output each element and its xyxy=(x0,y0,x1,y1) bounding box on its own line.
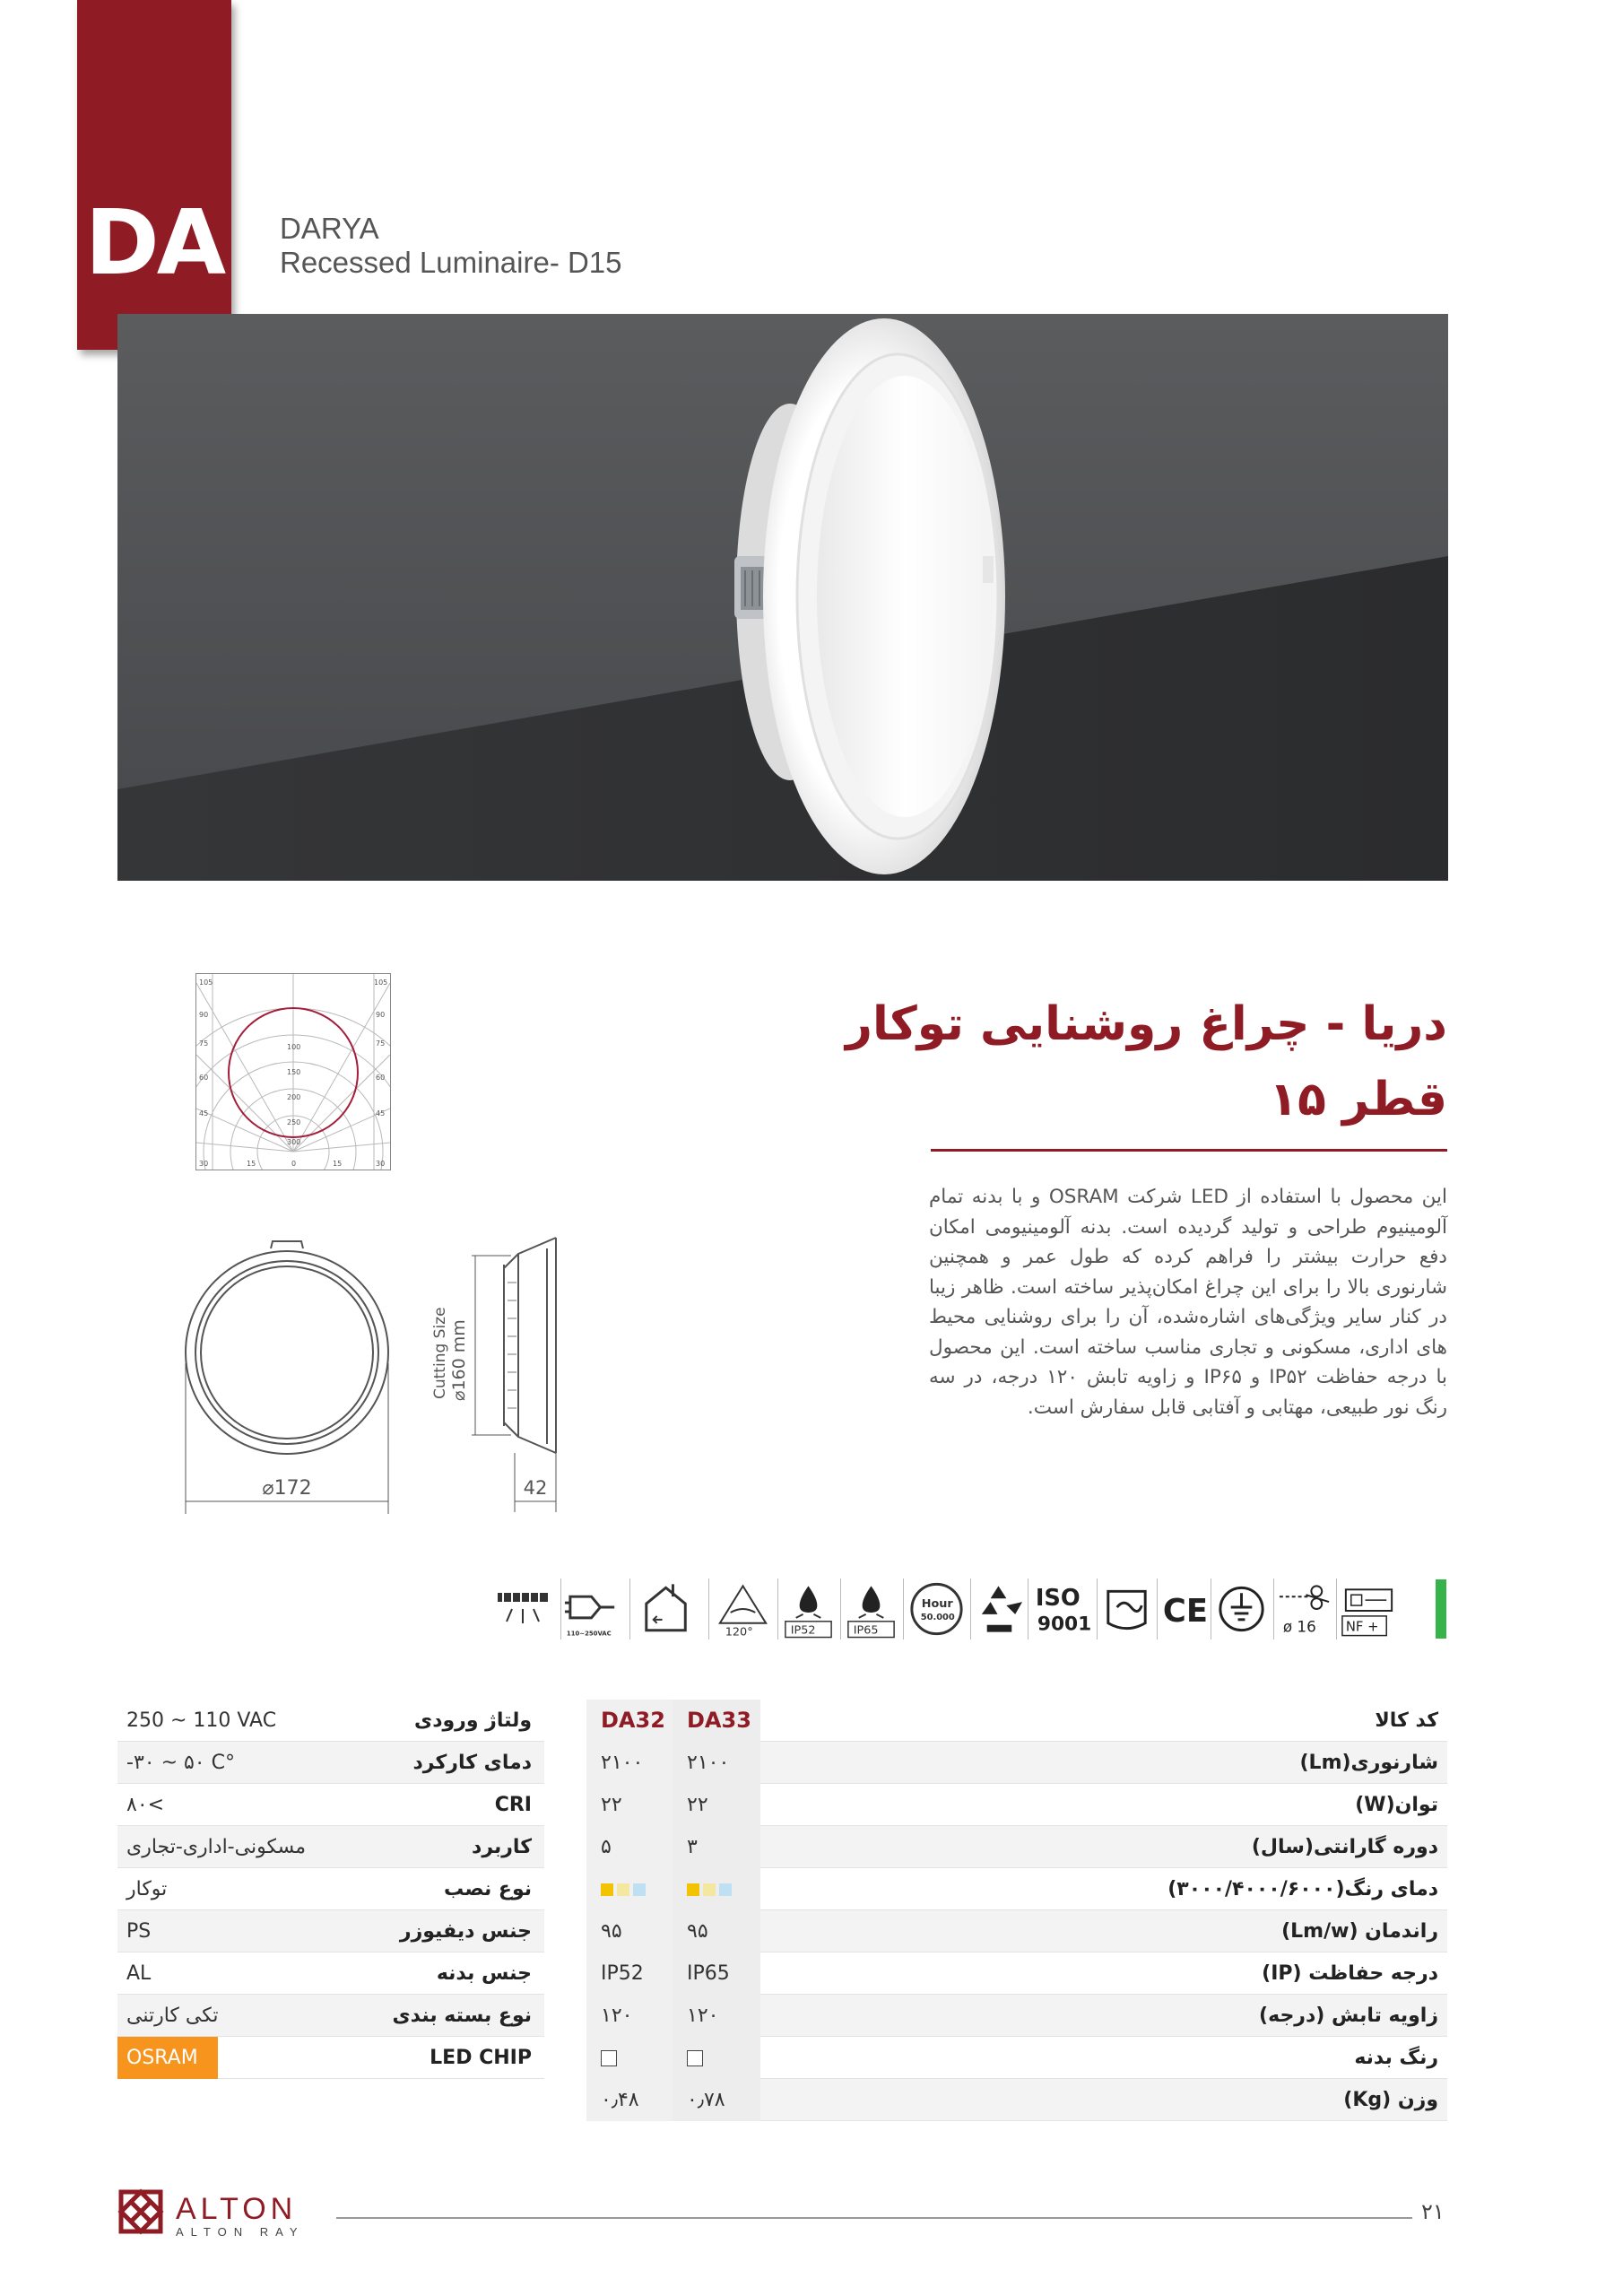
model-specs-table xyxy=(586,1700,1447,2121)
model-value-da33: ۲۱۰۰ xyxy=(687,1752,730,1774)
diameter-label: ⌀172 xyxy=(262,1477,312,1500)
polar-bottom-label: 0 xyxy=(291,1160,297,1168)
polar-right-label: 30 xyxy=(376,1160,386,1168)
logo-wordmark: ALTON xyxy=(176,2192,298,2226)
hero-product-photo xyxy=(117,314,1448,881)
plug-voltage-icon xyxy=(560,1578,629,1639)
footer-divider xyxy=(336,2217,1412,2219)
ce-mark-icon xyxy=(1157,1578,1209,1639)
color-temp-warm-swatch xyxy=(601,1883,613,1896)
model-spec-label: توان(W) xyxy=(1355,1794,1438,1816)
spec-label: کاربرد xyxy=(472,1836,532,1858)
polar-right-label: 60 xyxy=(376,1074,386,1082)
product-name: DARYA xyxy=(280,212,379,245)
feature-icons-row xyxy=(489,1578,1450,1639)
irsi-standard-icon xyxy=(1097,1578,1156,1639)
spec-row xyxy=(117,1995,544,2037)
iso-label: ISO xyxy=(1035,1585,1081,1613)
spec-value: OSRAM xyxy=(117,2037,218,2079)
model-spec-label: وزن (Kg) xyxy=(1343,2089,1438,2111)
voltage-label: 110~250VAC xyxy=(566,1630,612,1638)
model-spec-row xyxy=(760,1952,1447,1995)
indoor-house-icon xyxy=(629,1578,707,1639)
model-spec-label: شارنوری(Lm) xyxy=(1299,1752,1438,1774)
model-value-da32: ۲۲ xyxy=(601,1794,622,1816)
model-value-da33: IP65 xyxy=(687,1962,730,1985)
model-spec-row xyxy=(760,2079,1447,2121)
model-spec-label: درجه حفاظت (IP) xyxy=(1262,1962,1438,1985)
spec-row xyxy=(117,2037,544,2079)
polar-right-label: 90 xyxy=(376,1011,386,1019)
model-spec-row xyxy=(760,1784,1447,1826)
model-value-da32: ۹۵ xyxy=(601,1920,622,1943)
model-spec-row xyxy=(760,1700,1447,1742)
spec-label: جنس بدنه xyxy=(436,1962,532,1985)
spec-row xyxy=(117,1910,544,1952)
body-color-white-swatch xyxy=(601,2050,617,2066)
model-spec-label: راندمان (Lm/w) xyxy=(1281,1920,1438,1943)
spec-row xyxy=(117,1826,544,1868)
iso-icon xyxy=(1028,1578,1096,1639)
iso-number: 9001 xyxy=(1037,1613,1092,1636)
model-value-da33: ۹۵ xyxy=(687,1920,708,1943)
downlight-icon xyxy=(489,1578,559,1639)
model-value-da32: DA32 xyxy=(601,1708,665,1733)
spec-label: CRI xyxy=(494,1794,532,1816)
spec-label: ولتاژ ورودی xyxy=(414,1709,532,1732)
spec-row xyxy=(117,1868,544,1910)
recycle-icon xyxy=(970,1578,1026,1639)
spec-label: LED CHIP xyxy=(430,2047,532,2069)
model-value-da33: ۲۲ xyxy=(687,1794,708,1816)
spec-label: دمای کارکرد xyxy=(412,1752,532,1774)
polar-bottom-label: 15 xyxy=(333,1160,343,1168)
model-spec-row xyxy=(760,1742,1447,1784)
earth-ground-icon xyxy=(1211,1578,1271,1639)
ip52-icon xyxy=(777,1578,838,1639)
page-number: ۲۱ xyxy=(1421,2199,1445,2224)
company-logo xyxy=(117,2188,164,2235)
front-view-drawing xyxy=(179,1229,395,1516)
polar-left-label: 75 xyxy=(199,1039,209,1048)
ip52-label: IP52 xyxy=(790,1623,816,1638)
polar-center-label: 250 xyxy=(287,1118,301,1126)
lifetime-label: Hour xyxy=(921,1597,953,1612)
general-specs-table xyxy=(117,1700,544,2121)
beam-angle-icon xyxy=(708,1578,777,1639)
polar-left-label: 45 xyxy=(199,1109,209,1118)
product-title-line2: قطر ۱۵ xyxy=(1269,1073,1447,1126)
spec-row xyxy=(117,1784,544,1826)
driver-label: NF + xyxy=(1345,1619,1379,1635)
color-temp-neutral-swatch xyxy=(617,1883,629,1896)
spec-value: تکی کارتنی xyxy=(126,2005,219,2027)
spec-row xyxy=(117,1742,544,1784)
depth-label: 42 xyxy=(523,1477,548,1499)
polar-right-label: 75 xyxy=(376,1039,386,1048)
model-value-da33 xyxy=(687,1868,735,1910)
model-value-da33: ۰٫۷۸ xyxy=(687,2089,725,2111)
driver-nf-icon xyxy=(1336,1578,1401,1639)
model-value-da33 xyxy=(687,2037,703,2079)
model-value-da33: ۱۲۰ xyxy=(687,2005,719,2027)
polar-center-label: 150 xyxy=(287,1068,301,1076)
spec-value: توکار xyxy=(126,1878,168,1900)
polar-bottom-label: 15 xyxy=(247,1160,256,1168)
model-spec-label: دوره گارانتی(سال) xyxy=(1251,1836,1438,1858)
model-spec-row xyxy=(760,1995,1447,2037)
product-code-badge xyxy=(77,0,231,350)
spec-row xyxy=(117,1952,544,1995)
model-value-da32 xyxy=(601,1868,649,1910)
product-description: این محصول با استفاده از LED شرکت OSRAM و با بدنه تمام آلومینیوم طراحی و تولید گردیده است. بدنه آلومینیومی امکان دفع حرارت بیشتر را فراهم کرده که طول عمر و همچنین شارنوری بالا را برای این چراغ امکان‌پذیر ساخته است. ظاهر زیبا در کنار سایر ویژگی‌های اشاره‌شده، آن را برای روشنایی محیط های اداری، مسکونی و تجاری مناسب ساخته است. این محصول با درجه حفاظت IP۵۲ و IP۶۵ و زاویه تابش ۱۲۰ درجه، در سه رنگ نور طبیعی، مهتابی و آفتابی قابل سفارش است. xyxy=(929,1186,1447,1419)
model-value-da32: ۲۱۰۰ xyxy=(601,1752,644,1774)
model-value-da33: ۳ xyxy=(687,1836,698,1858)
model-spec-row xyxy=(760,1826,1447,1868)
polar-right-label: 45 xyxy=(376,1109,386,1118)
accent-bar xyxy=(1436,1579,1446,1639)
badge-code: DA xyxy=(84,190,224,295)
color-temp-cool-swatch xyxy=(719,1883,732,1896)
polar-left-label: 60 xyxy=(199,1074,209,1082)
ce-label: CE xyxy=(1162,1592,1209,1630)
polar-left-label: 30 xyxy=(199,1160,209,1168)
color-temp-cool-swatch xyxy=(633,1883,646,1896)
polar-left-label: 105 xyxy=(199,978,213,987)
polar-right-label: 105 xyxy=(374,978,388,987)
color-temp-neutral-swatch xyxy=(703,1883,716,1896)
spec-value: مسکونی-اداری-تجاری xyxy=(126,1836,306,1858)
ip65-icon xyxy=(840,1578,901,1639)
color-temp-warm-swatch xyxy=(687,1883,699,1896)
spec-value: 250 ~ 110 VAC xyxy=(126,1709,277,1732)
title-divider xyxy=(931,1149,1447,1152)
polar-center-label: 200 xyxy=(287,1093,301,1101)
product-subtitle: Recessed Luminaire- D15 xyxy=(280,246,622,279)
cutting-size-value: ⌀160 mm xyxy=(449,1319,469,1401)
model-value-da32: IP52 xyxy=(601,1962,644,1985)
logo-subtitle: ALTON RAY xyxy=(176,2225,305,2239)
spec-label: نوع بسته بندی xyxy=(392,2005,532,2027)
polar-light-distribution-diagram xyxy=(195,973,391,1170)
spec-value: PS xyxy=(126,1920,152,1943)
model-spec-row xyxy=(760,1910,1447,1952)
lifetime-hours-icon xyxy=(903,1578,969,1639)
model-value-da32: ۰٫۴۸ xyxy=(601,2089,639,2111)
model-spec-row xyxy=(760,2037,1447,2079)
spec-row xyxy=(117,1700,544,1742)
model-value-da32 xyxy=(601,2037,617,2079)
model-value-da32: ۱۲۰ xyxy=(601,2005,633,2027)
cutting-size-icon xyxy=(1273,1578,1334,1639)
polar-center-label: 300 xyxy=(287,1138,301,1146)
ip65-label: IP65 xyxy=(853,1623,879,1638)
model-spec-label: کد کالا xyxy=(1375,1709,1438,1732)
model-value-da32: ۵ xyxy=(601,1836,612,1858)
side-view-drawing xyxy=(421,1229,583,1516)
polar-center-label: 100 xyxy=(287,1043,301,1051)
spec-value: AL xyxy=(126,1962,152,1985)
spec-label: جنس دیفیوزر xyxy=(399,1920,532,1943)
cutting-label: ø 16 xyxy=(1282,1617,1316,1636)
body-color-white-swatch xyxy=(687,2050,703,2066)
product-title-line1: دریا - چراغ روشنایی توکار xyxy=(846,997,1447,1051)
polar-left-label: 90 xyxy=(199,1011,209,1019)
spec-value: -۳۰ ~ ۵۰ C° xyxy=(126,1752,235,1774)
spec-value: ۸۰< xyxy=(126,1794,165,1816)
model-spec-label: رنگ بدنه xyxy=(1354,2047,1438,2069)
beam-angle-label: 120° xyxy=(725,1625,753,1639)
model-spec-label: زاویه تابش (درجه) xyxy=(1259,2005,1438,2027)
lifetime-value: 50.000 xyxy=(920,1612,955,1622)
model-value-da33: DA33 xyxy=(687,1708,751,1733)
model-spec-label: دمای رنگ(۳۰۰۰/۴۰۰۰/۶۰۰۰) xyxy=(1167,1878,1438,1900)
model-spec-row xyxy=(760,1868,1447,1910)
spec-label: نوع نصب xyxy=(444,1878,532,1900)
cutting-size-label: Cutting Size xyxy=(431,1307,449,1399)
